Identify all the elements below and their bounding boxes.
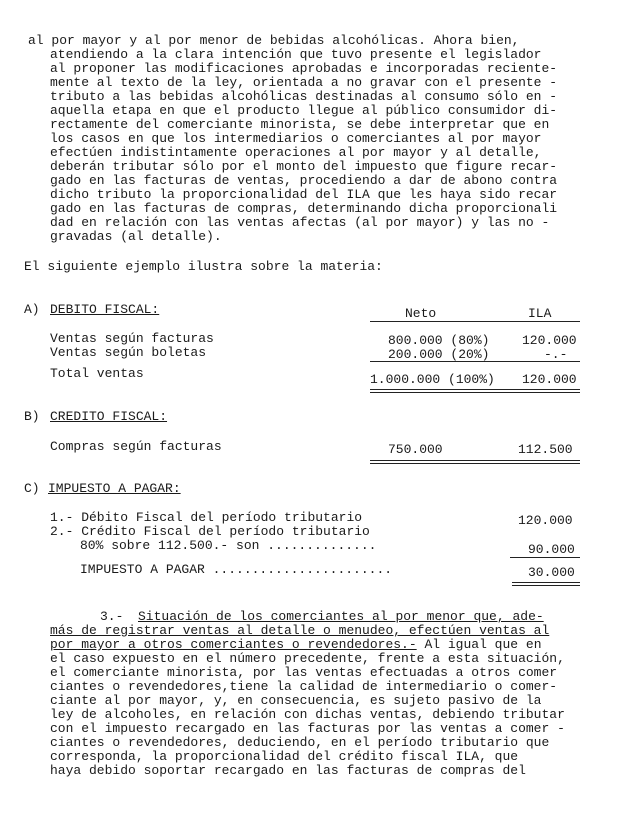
text-line: rectamente del comerciante minorista, se debe interpretar que en bbox=[50, 117, 550, 132]
text-line: gado en las facturas de compras, determinando dicha proporcionali bbox=[50, 201, 558, 216]
row-neto: 200.000 (20%) bbox=[388, 347, 490, 362]
row-ila: 112.500 bbox=[518, 442, 573, 457]
text-line: el comerciante minorista, por las ventas efectuadas a otros comer bbox=[50, 665, 558, 680]
row-neto: 800.000 (80%) bbox=[388, 333, 490, 348]
text-line: al proponer las modificaciones aprobadas e incorporadas reciente- bbox=[50, 61, 558, 76]
row-ila: 120.000 bbox=[522, 333, 577, 348]
section-letter: B) bbox=[24, 409, 40, 424]
column-header-ila: ILA bbox=[528, 306, 552, 321]
double-rule bbox=[512, 582, 580, 586]
item-label: 1.- Débito Fiscal del período tributario bbox=[50, 510, 363, 525]
text-line: deberán tributar sólo por el monto del impuesto que figure recar- bbox=[50, 159, 558, 174]
row-label: Ventas según facturas bbox=[50, 331, 214, 346]
row-label: Compras según facturas bbox=[50, 439, 222, 454]
text-line bbox=[50, 638, 542, 652]
total-value: 30.000 bbox=[528, 565, 575, 580]
text-line: atendiendo a la clara intención que tuvo presente el legislador bbox=[50, 47, 542, 62]
text-fragment: Al igual que en bbox=[416, 637, 542, 652]
text-line: haya debido soportar recargado en las facturas de compras del bbox=[50, 763, 526, 778]
example-intro: El siguiente ejemplo ilustra sobre la materia: bbox=[24, 259, 383, 274]
text-line: ciantes o revendedores,tiene la calidad de intermediario o comer- bbox=[50, 679, 558, 694]
row-neto: 750.000 bbox=[388, 442, 443, 457]
text-line: ciante al por mayor, y, en consecuencia, es sujeto pasivo de la bbox=[50, 693, 542, 708]
section-letter: A) bbox=[24, 302, 40, 317]
section-heading: IMPUESTO A PAGAR: bbox=[48, 481, 181, 496]
header-rule bbox=[370, 321, 580, 322]
text-line: corresponda, la proporcionalidad del crédito fiscal ILA, que bbox=[50, 749, 519, 764]
subtotal-rule bbox=[510, 557, 580, 558]
text-line: mente al texto de la ley, orientada a no gravar con el presente - bbox=[50, 75, 558, 90]
subtotal-rule bbox=[370, 361, 580, 362]
text-line: el caso expuesto en el número precedente, frente a esta situación, bbox=[50, 651, 565, 666]
total-label: Total ventas bbox=[50, 366, 144, 381]
paragraph-number: 3.- bbox=[100, 609, 124, 624]
paragraph-title: por mayor a otros comerciantes o revendedores.- bbox=[50, 637, 417, 652]
text-line: gravadas (al detalle). bbox=[50, 229, 222, 244]
double-rule bbox=[370, 460, 580, 464]
item-label: 2.- Crédito Fiscal del período tributario bbox=[50, 524, 370, 539]
text-line: ciantes o revendedores, deduciendo, en el período tributario que bbox=[50, 735, 550, 750]
total-label: IMPUESTO A PAGAR ....................... bbox=[80, 562, 393, 577]
text-line: ley de alcoholes, en relación con dichas ventas, debiendo tributar bbox=[50, 707, 565, 722]
text-line: gado en las facturas de ventas, procediendo a dar de abono contra bbox=[50, 173, 558, 188]
paragraph-title: más de registrar ventas al detalle o menudeo, efectúen ventas al bbox=[50, 623, 550, 638]
section-heading: CREDITO FISCAL: bbox=[50, 409, 168, 424]
text-line: aquella etapa en que el producto llegue al público consumidor di- bbox=[50, 103, 558, 118]
text-line: al por mayor y al por menor de bebidas alcohólicas. Ahora bien, bbox=[28, 33, 520, 48]
column-header-neto: Neto bbox=[405, 306, 437, 321]
item-value: 120.000 bbox=[518, 513, 573, 528]
row-ila: -.- bbox=[544, 347, 568, 362]
paragraph-title: Situación de los comerciantes al por menor que, ade- bbox=[138, 609, 544, 624]
double-rule bbox=[370, 389, 580, 393]
total-ila: 120.000 bbox=[522, 372, 577, 387]
text-line: con el impuesto recargado en las facturas por las ventas a comer - bbox=[50, 721, 565, 736]
row-label: Ventas según boletas bbox=[50, 345, 207, 360]
text-line: dicho tributo la proporcionalidad del ILA que les haya sido recar bbox=[50, 187, 558, 202]
section-heading: DEBITO FISCAL: bbox=[50, 302, 160, 317]
text-line: dad en relación con las ventas afectas (al por mayor) y las no - bbox=[50, 215, 550, 230]
text-line: efectúen indistintamente operaciones al por mayor y al detalle, bbox=[50, 145, 542, 160]
item-label: 80% sobre 112.500.- son .............. bbox=[80, 538, 377, 553]
text-line: los casos en que los intermediarios o comerciantes al por mayor bbox=[50, 131, 542, 146]
section-letter: C) bbox=[24, 481, 40, 496]
total-neto: 1.000.000 (100%) bbox=[370, 372, 495, 387]
item-value: 90.000 bbox=[528, 542, 575, 557]
text-line: tributo a las bebidas alcohólicas destinadas al consumo sólo en - bbox=[50, 89, 558, 104]
